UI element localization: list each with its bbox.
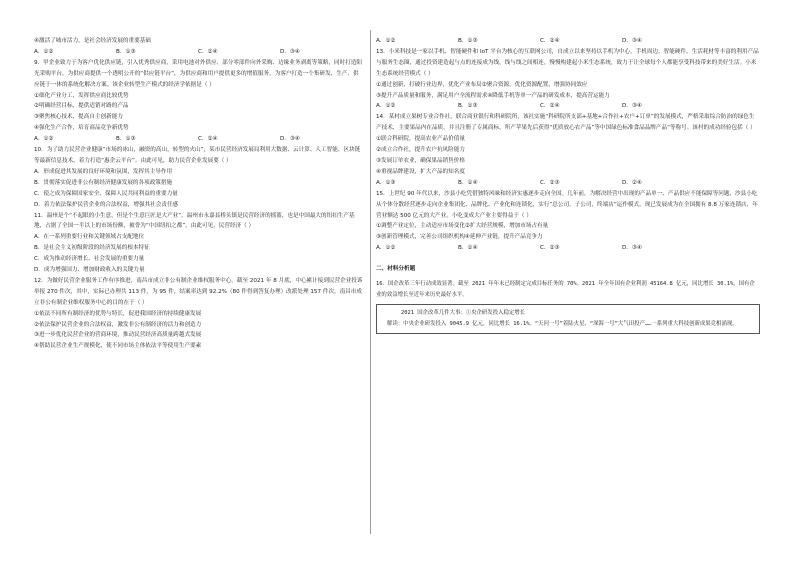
option-4: ④重视品牌建设，扩大产品的知名度 — [376, 168, 465, 175]
choice-b: B．①③ — [458, 38, 478, 44]
option-3: ③进一步优化民营企业的营商环境，推动民营经济高质量跨越式发展 — [34, 332, 202, 339]
choice-d: D．③④ — [622, 38, 642, 44]
choice-c: C．②④ — [198, 136, 218, 143]
section-title: 二、材料分析题 — [376, 266, 416, 273]
option-2: ②依法保护民营企业的合法权益，激发非公有制经济的活力和创造力 — [34, 321, 202, 328]
material-box-title: 2021 国企改革几件大事：①央企研发投入稳定增长 — [401, 309, 526, 316]
text-line: ④激活了城市活力，是社会经济发展的重要基础 — [34, 38, 151, 44]
q13-choices — [376, 101, 760, 112]
option-3: ③发展订单农业，确保果品销售价格 — [376, 157, 465, 164]
option-d: D．成为增强国力、增加财政收入的关键力量 — [34, 267, 145, 274]
left-column — [34, 36, 364, 352]
material-box-body: 解读：中央企业研发投入 9045.9 亿元，同比增长 16.1%。“天问一号”着陆火星、“深海一号”大气田投产……一系列重大科技创新成果竞相涌现。 — [387, 320, 738, 327]
option-a: A．在一系列重要行业和关键领域占支配地位 — [34, 234, 145, 241]
choice-c: C．②④ — [540, 103, 560, 110]
choice-a: A．①② — [34, 136, 54, 143]
option-1: ①依法不同所有制经济的优势与特长，促进我国经济的持续健康发展 — [34, 310, 202, 317]
question-14: 14．某村成立果树专业合作社，联合商业银行和科研院所，该社实施“科研院所支部+基地+合作社+农户+订单”的发展模式，严格采取综合防治的绿色生产技术，主要果品内在品质，并且注册了专属商标，所产苹果先后获得“优质放心农产品”等中国绿色标准食品品牌产品“等称号。该村的成功经验包括（ ） — [376, 114, 756, 132]
choice-c: C．②④ — [198, 48, 218, 55]
choice-d: D．③④ — [622, 103, 642, 110]
option-1: ①细化产业分工，发挥供应商比较优势 — [34, 92, 129, 99]
option-4: ④帮助民营企业生产规模化，使不同市场主体依法平等使用生产要素 — [34, 343, 202, 350]
q14-choices — [376, 178, 760, 189]
choice-d: D．③④ — [280, 48, 300, 55]
choice-a: A．①② — [376, 38, 396, 44]
option-c: C．成为推动经济增长、社会发展的重要力量 — [34, 256, 145, 263]
choice-b: B．①③ — [458, 103, 478, 110]
column-divider — [370, 30, 371, 534]
choice-c: C．②③ — [540, 245, 560, 252]
choice-d: D．③④ — [622, 245, 642, 252]
option-a: A．形成促进其发展的良好环境和氛围，发挥其主导作用 — [34, 168, 173, 175]
q8-choices — [34, 47, 364, 58]
option-d: D．着力依法保护民营企业的合法权益，增强其社会责任感 — [34, 201, 179, 208]
choice-c: C．②④ — [540, 38, 560, 44]
choice-a: A．①② — [376, 103, 396, 110]
choice-a: A．①② — [34, 48, 54, 55]
option-b: B．贯彻落实促进非公有制经济健康发展的各项政策措施 — [34, 179, 173, 186]
choice-a: A．①② — [376, 245, 396, 252]
q9-choices — [34, 134, 364, 145]
question-9: 9．甲企业致力于为客户优化供应链，引入优秀供应商，采用电池对外供应、部分零部件向外采购、边缘业务剥离等策略，同时打造阳光采购平台，为供应商提供一个透明公开的“供应链平台”，为供应商和用户提供更多的增值服务，为客户打造一个集研发、生产、供应链于一体的系统化解决方案。该企业转型生产模式的经济学依据是（ ） — [34, 59, 362, 88]
choice-b: B．①③ — [116, 48, 136, 55]
question-10: 10．为了助力民营企业健康“市场的冰山，融资的高山，转型的火山”，某市民营经济发展局利用大数据、云计算、人工智能、区块链等最新信息技术，着力打造“惠企云平台”。由此可见，助力民营企业发展要（ ） — [34, 147, 361, 164]
choice-b: B．①④ — [458, 179, 478, 186]
question-13: 13．小米科技是一家以手机、智能硬件和 IoT 平台为核心的互联网公司，自成立以来坚持以手机为中心，手机周边、智能硬件、生活耗材等丰富的利用产品与服务生态圈，通过投资建造起与点的连接成为线，线与线之间相连，慢慢构建起小米生态系统，致力于让全球每个人都能享受科技带来的美好生活。小米生态系统经营模式（ ） — [376, 48, 759, 77]
option-3-4: ③提升产品质量和服务，满足用户全流程需求④降低手机等单一产品的研发成本，提高营运能力 — [376, 92, 610, 99]
choice-c: C．②③ — [540, 179, 560, 186]
question-11: 11．温州是个“不起眼的小生意，但是个生意巨匠是大产业”。温州市永嘉县桥头镇是民营经济的摇篮，也是中国最大的纽扣生产基地，占据了全国一半以上的市场份额，被誉为“中国纽扣之都”。由此可见，民营经济（ ） — [34, 212, 355, 230]
option-1-2: ①通过创新，打破行业边界，优化产业布局②聚合资源，优化资源配置，增强协同效应 — [376, 81, 588, 88]
option-b: B．是社会主义初级阶段的经济发展的根本特征 — [34, 245, 150, 252]
option-1: ①联合科研院，提高农业产品价值量 — [376, 136, 465, 143]
option-1-2: ①调整产业定位，主动适应市场变化②扩大经营规模，增加市场占有量 — [376, 223, 549, 230]
choice-d: D．②④ — [622, 179, 642, 186]
option-4: ④强化生产合作，培育商品竞争新优势 — [34, 125, 129, 132]
right-column — [376, 36, 760, 334]
choice-b: B．①③ — [116, 136, 136, 143]
choice-d: D．③④ — [280, 136, 300, 143]
question-16: 16．国企改革三年行动成效显著。截至 2021 年年末已经制定完成目标任务的 70%。2021 年全年国有企业利润 45164.8 亿元，同比增长 30.1%，国有企业的效益增长至近年来历史最好水平。 — [376, 281, 755, 298]
q12-choices — [376, 36, 760, 47]
question-15: 15．上世纪 90 年代以来，沙县小吃凭借独特风味和经济实惠逐步走向全国。几年前，为解决经营中出现的产品单一、产品供应不能保障等问题，沙县小吃从个体分散经营逐步走向企业集团化、品牌化、产业化和连锁化，实行“总公司，子公司，终端店”运作模式，现已发展成为在全国拥有 8.8 万家连锁店，年营业额达 500 亿元的大产业。小吃变成大产业主要得益于（ ） — [376, 190, 758, 219]
question-12: 12．为做好民营企业服务工作有序推进，南昌市成立非公有制企业维权服务中心。截至 2021 年 8 月底，中心累计接到民营企业投诉举报 270 件次，其中，实际已办理共 113 件，为 95 件，结案率达到 92.2%（80 件得到答复办理）改派处理 157 件次。南昌市成立非公有制企业维权服务中心的目的在于（ ） — [34, 277, 363, 306]
q15-choices — [376, 243, 760, 254]
option-c: C．使之成为保障国家安全、保障人民共同利益的重要力量 — [34, 190, 178, 197]
option-3-4: ③创新管理模式，完善公司组织机构④延伸产业链，提升产品竞争力 — [376, 234, 543, 241]
material-box — [376, 304, 760, 334]
option-2: ②成立合作社，提升农户抗风险能力 — [376, 147, 465, 154]
option-3: ③聚焦核心技术，提高自主创新能力 — [34, 114, 123, 121]
choice-b: B．①④ — [458, 245, 478, 252]
choice-a: A．①③ — [376, 179, 396, 186]
option-2: ②明确经营目标，提供适销对路的产品 — [34, 103, 129, 110]
